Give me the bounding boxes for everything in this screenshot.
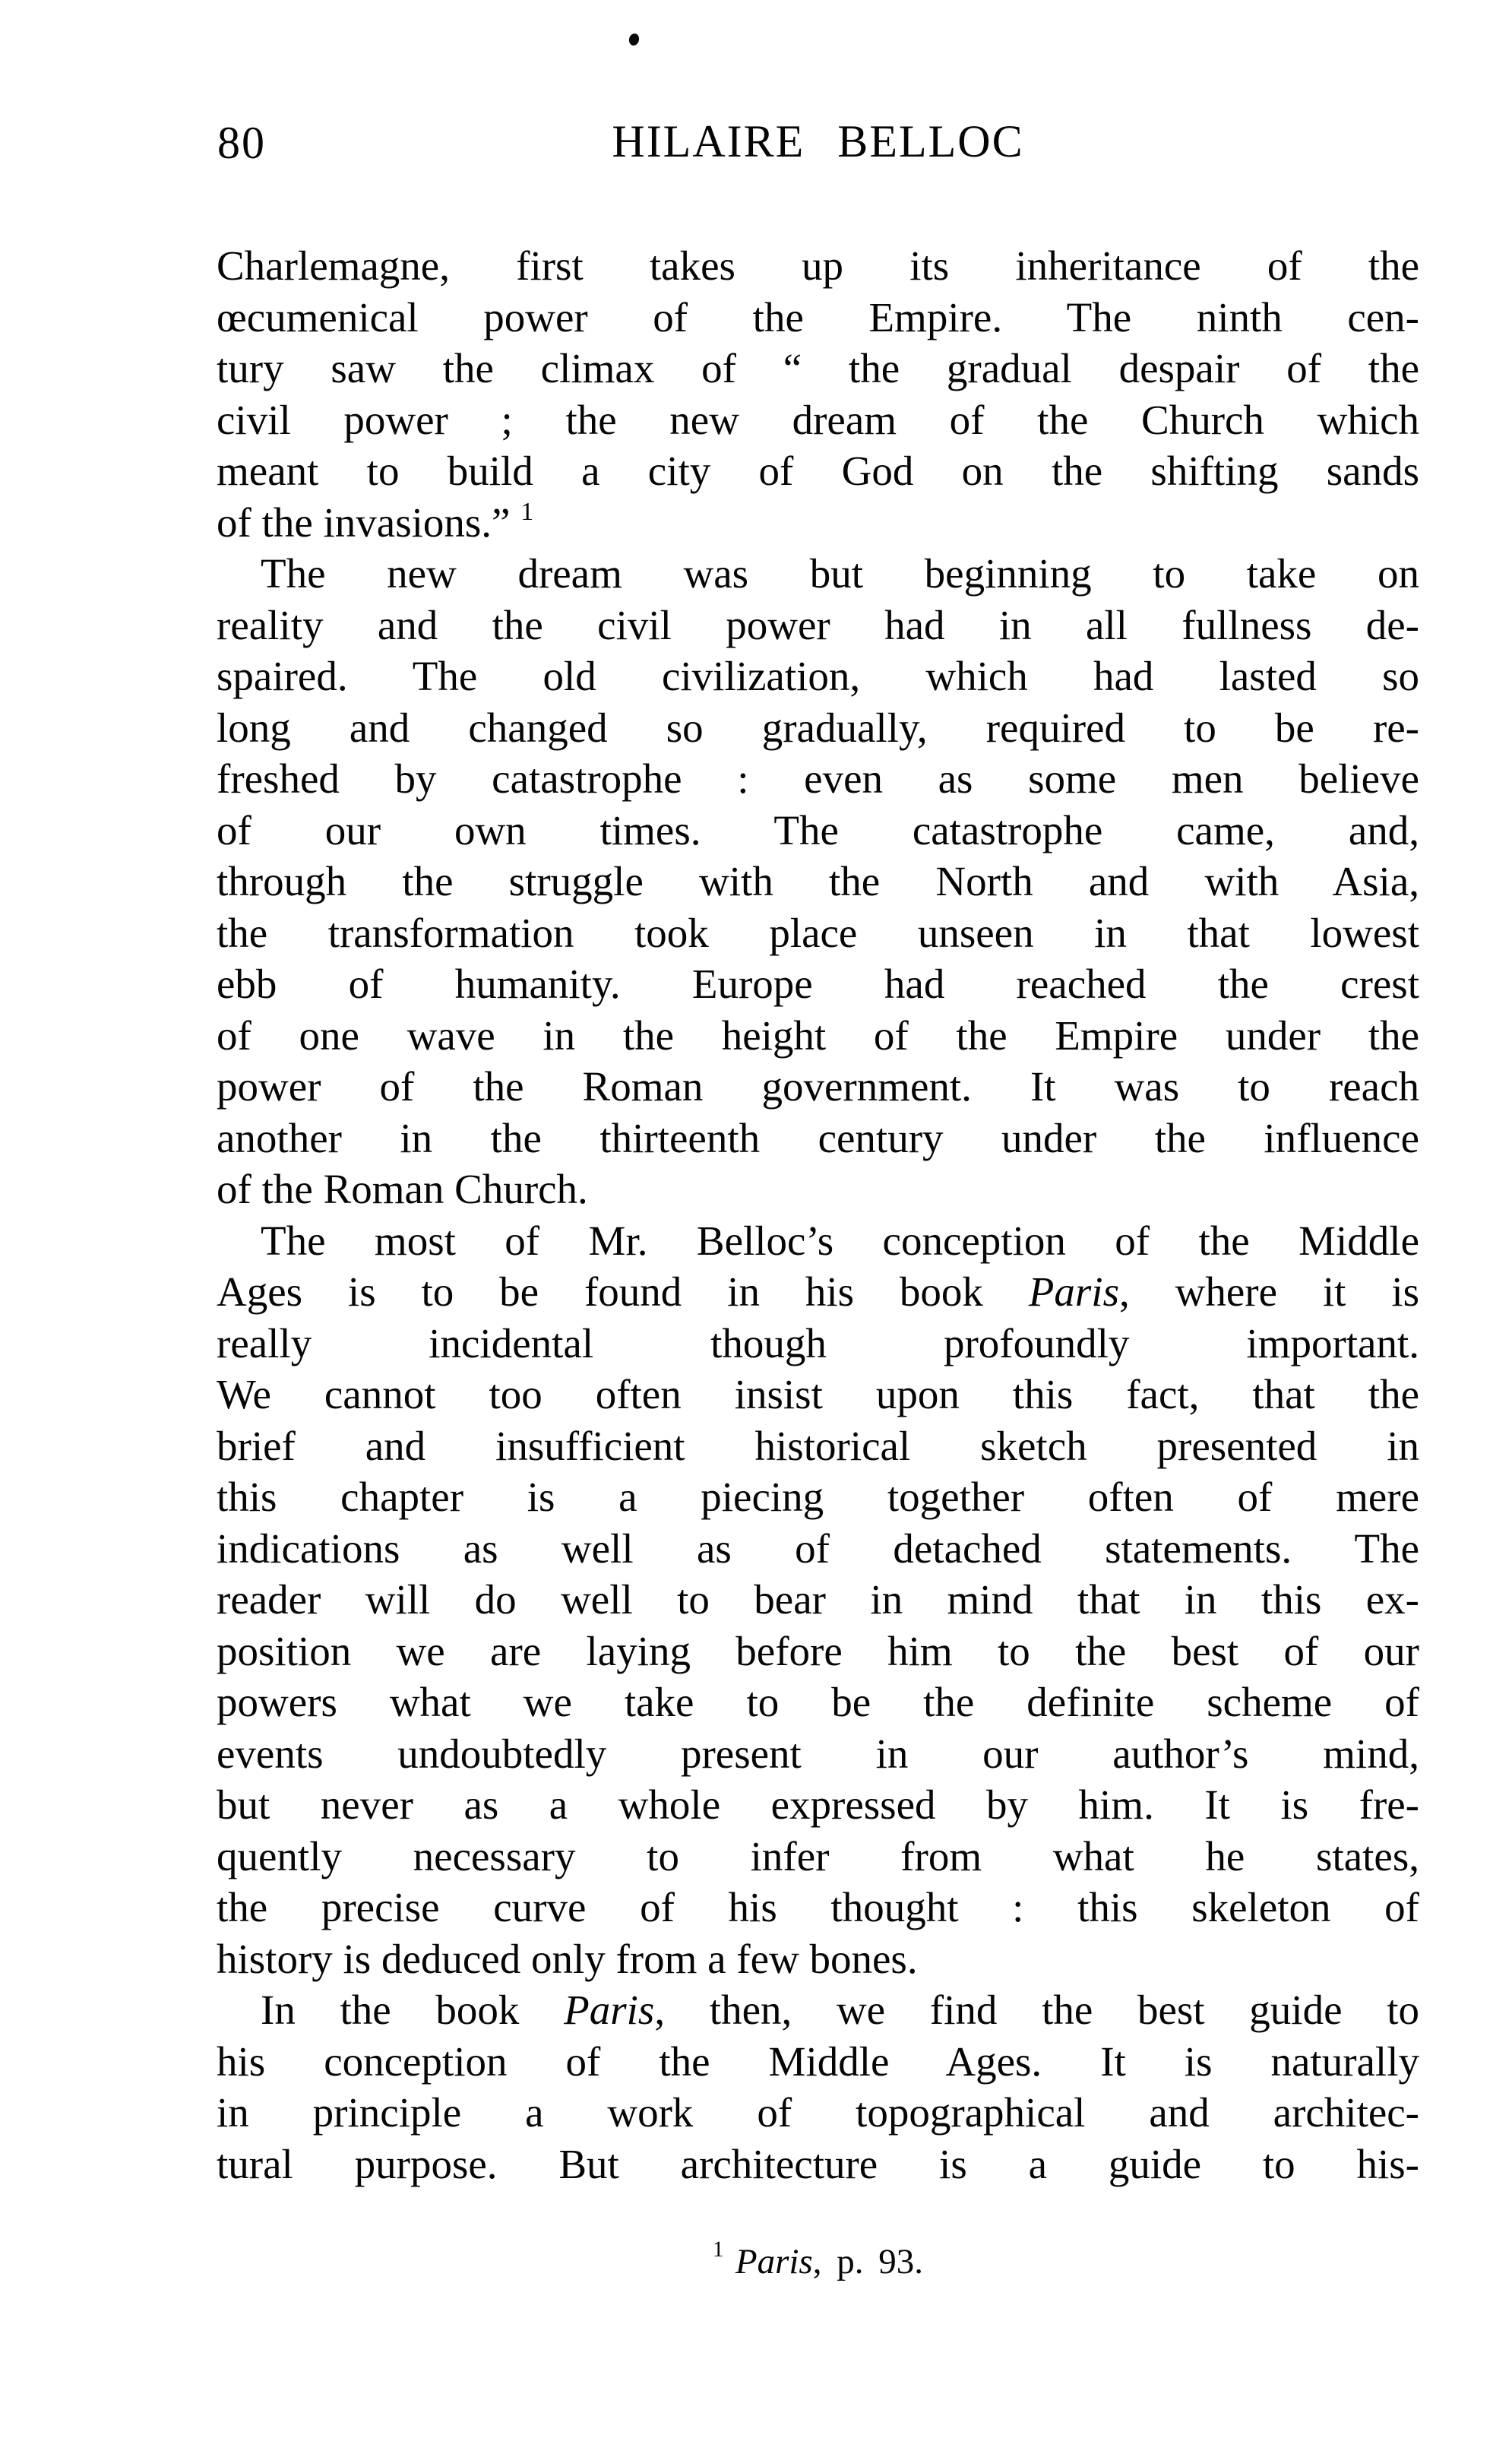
text-line: [217, 445, 1419, 497]
text-line: [217, 1215, 1419, 1267]
text-line: [217, 1523, 1419, 1575]
text-line: [217, 958, 1419, 1010]
text-segment: The most of Mr. Belloc’s conception of the Middle: [261, 1217, 1419, 1264]
text-segment: civil power ; the new dream of the Church which: [217, 396, 1419, 443]
text-line: [217, 1010, 1419, 1062]
text-line: [217, 394, 1419, 446]
book-title-italic: Paris: [1028, 1268, 1119, 1315]
text-segment: of our own times. The catastrophe came, and,: [217, 806, 1419, 853]
text-segment: events undoubtedly present in our author’s mind,: [217, 1730, 1419, 1777]
text-line: [217, 1061, 1419, 1113]
text-line: [217, 702, 1419, 754]
text-line: [217, 343, 1419, 394]
text-line: [217, 651, 1419, 702]
text-segment: Charlemagne, first takes up its inheritance of the: [217, 242, 1419, 289]
text-line: [217, 1574, 1419, 1626]
text-segment: this chapter is a piecing together often of mere: [217, 1474, 1419, 1520]
text-segment: Ages is to be found in his book: [217, 1268, 1029, 1315]
text-segment: his conception of the Middle Ages. It is naturally: [217, 2038, 1419, 2085]
text-line: [217, 2036, 1419, 2088]
text-segment: but never as a whole expressed by him. It is fre-: [217, 1781, 1419, 1828]
text-segment: quently necessary to infer from what he states,: [217, 1832, 1419, 1879]
text-line: [217, 1369, 1419, 1420]
text-line: [217, 1984, 1419, 2036]
text-segment: , then, we find the best guide to: [654, 1987, 1419, 2033]
text-segment: We cannot too often insist upon this fact, that the: [217, 1371, 1419, 1417]
text-segment: power of the Roman government. It was to reach: [217, 1063, 1419, 1110]
footnote: [217, 2239, 1419, 2285]
text-segment: long and changed so gradually, required to be re-: [217, 704, 1419, 751]
page-body-text: [217, 240, 1419, 2190]
text-line: [217, 1831, 1419, 1882]
text-line: [217, 497, 1419, 549]
text-line: [217, 907, 1419, 959]
text-segment: , p. 93.: [812, 2242, 923, 2281]
text-segment: of the invasions.”: [217, 499, 521, 546]
text-segment: meant to build a city of God on the shifting sands: [217, 448, 1419, 494]
text-line: [217, 1471, 1419, 1523]
text-segment: of the Roman Church.: [217, 1166, 588, 1212]
text-segment: tury saw the climax of “ the gradual despair of the: [217, 345, 1419, 391]
text-segment: The new dream was but beginning to take on: [261, 550, 1419, 597]
text-segment: In the book: [261, 1987, 565, 2033]
footnote-marker: 1: [520, 497, 534, 526]
text-segment: œcumenical power of the Empire. The ninth cen-: [217, 293, 1419, 340]
text-segment: freshed by catastrophe : even as some men believe: [217, 755, 1419, 802]
text-segment: in principle a work of topographical and architec-: [217, 2089, 1419, 2136]
text-line: [217, 1164, 1419, 1215]
text-segment: brief and insufficient historical sketch presented in: [217, 1422, 1419, 1469]
text-line: [217, 753, 1419, 805]
footnote-marker: 1: [713, 2237, 735, 2262]
text-segment: reader will do well to bear in mind that in this ex-: [217, 1576, 1419, 1623]
text-segment: really incidental though profoundly important.: [217, 1319, 1419, 1366]
text-line: [217, 1318, 1419, 1369]
text-segment: tural purpose. But architecture is a guide to his-: [217, 2140, 1419, 2187]
running-title: HILAIRE BELLOC: [612, 116, 1024, 166]
text-segment: reality and the civil power had in all fullness de-: [217, 601, 1419, 648]
text-line: [217, 240, 1419, 292]
page-number: 80: [217, 118, 266, 168]
text-line: [217, 1779, 1419, 1831]
text-segment: ebb of humanity. Europe had reached the crest: [217, 961, 1419, 1007]
text-segment: the precise curve of his thought : this skeleton of: [217, 1884, 1419, 1930]
text-segment: history is deduced only from a few bones.: [217, 1935, 918, 1982]
text-line: [217, 600, 1419, 651]
text-segment: position we are laying before him to the best of our: [217, 1627, 1419, 1674]
text-line: [217, 856, 1419, 907]
text-segment: powers what we take to be the definite scheme of: [217, 1679, 1419, 1725]
text-line: [217, 1113, 1419, 1164]
text-line: [217, 2139, 1419, 2190]
text-line: [217, 1933, 1419, 1985]
text-line: [217, 805, 1419, 857]
text-segment: through the struggle with the North and with Asia,: [217, 858, 1419, 904]
text-segment: , where it is: [1118, 1268, 1419, 1315]
text-line: [217, 1728, 1419, 1780]
text-segment: spaired. The old civilization, which had lasted so: [217, 653, 1419, 699]
text-line: [217, 2087, 1419, 2139]
text-segment: another in the thirteenth century under the influence: [217, 1114, 1419, 1161]
text-segment: of one wave in the height of the Empire under the: [217, 1012, 1419, 1059]
text-line: [217, 1420, 1419, 1472]
book-title-italic: Paris: [735, 2242, 813, 2281]
text-line: [217, 1677, 1419, 1728]
text-segment: the transformation took place unseen in that lowest: [217, 909, 1419, 956]
ink-dot-mark: [628, 33, 640, 47]
text-line: [217, 1266, 1419, 1318]
text-line: [217, 1882, 1419, 1933]
text-line: [217, 1626, 1419, 1677]
book-title-italic: Paris: [564, 1987, 655, 2033]
text-line: [217, 292, 1419, 344]
text-line: [217, 548, 1419, 600]
text-segment: indications as well as of detached statements. The: [217, 1525, 1419, 1572]
